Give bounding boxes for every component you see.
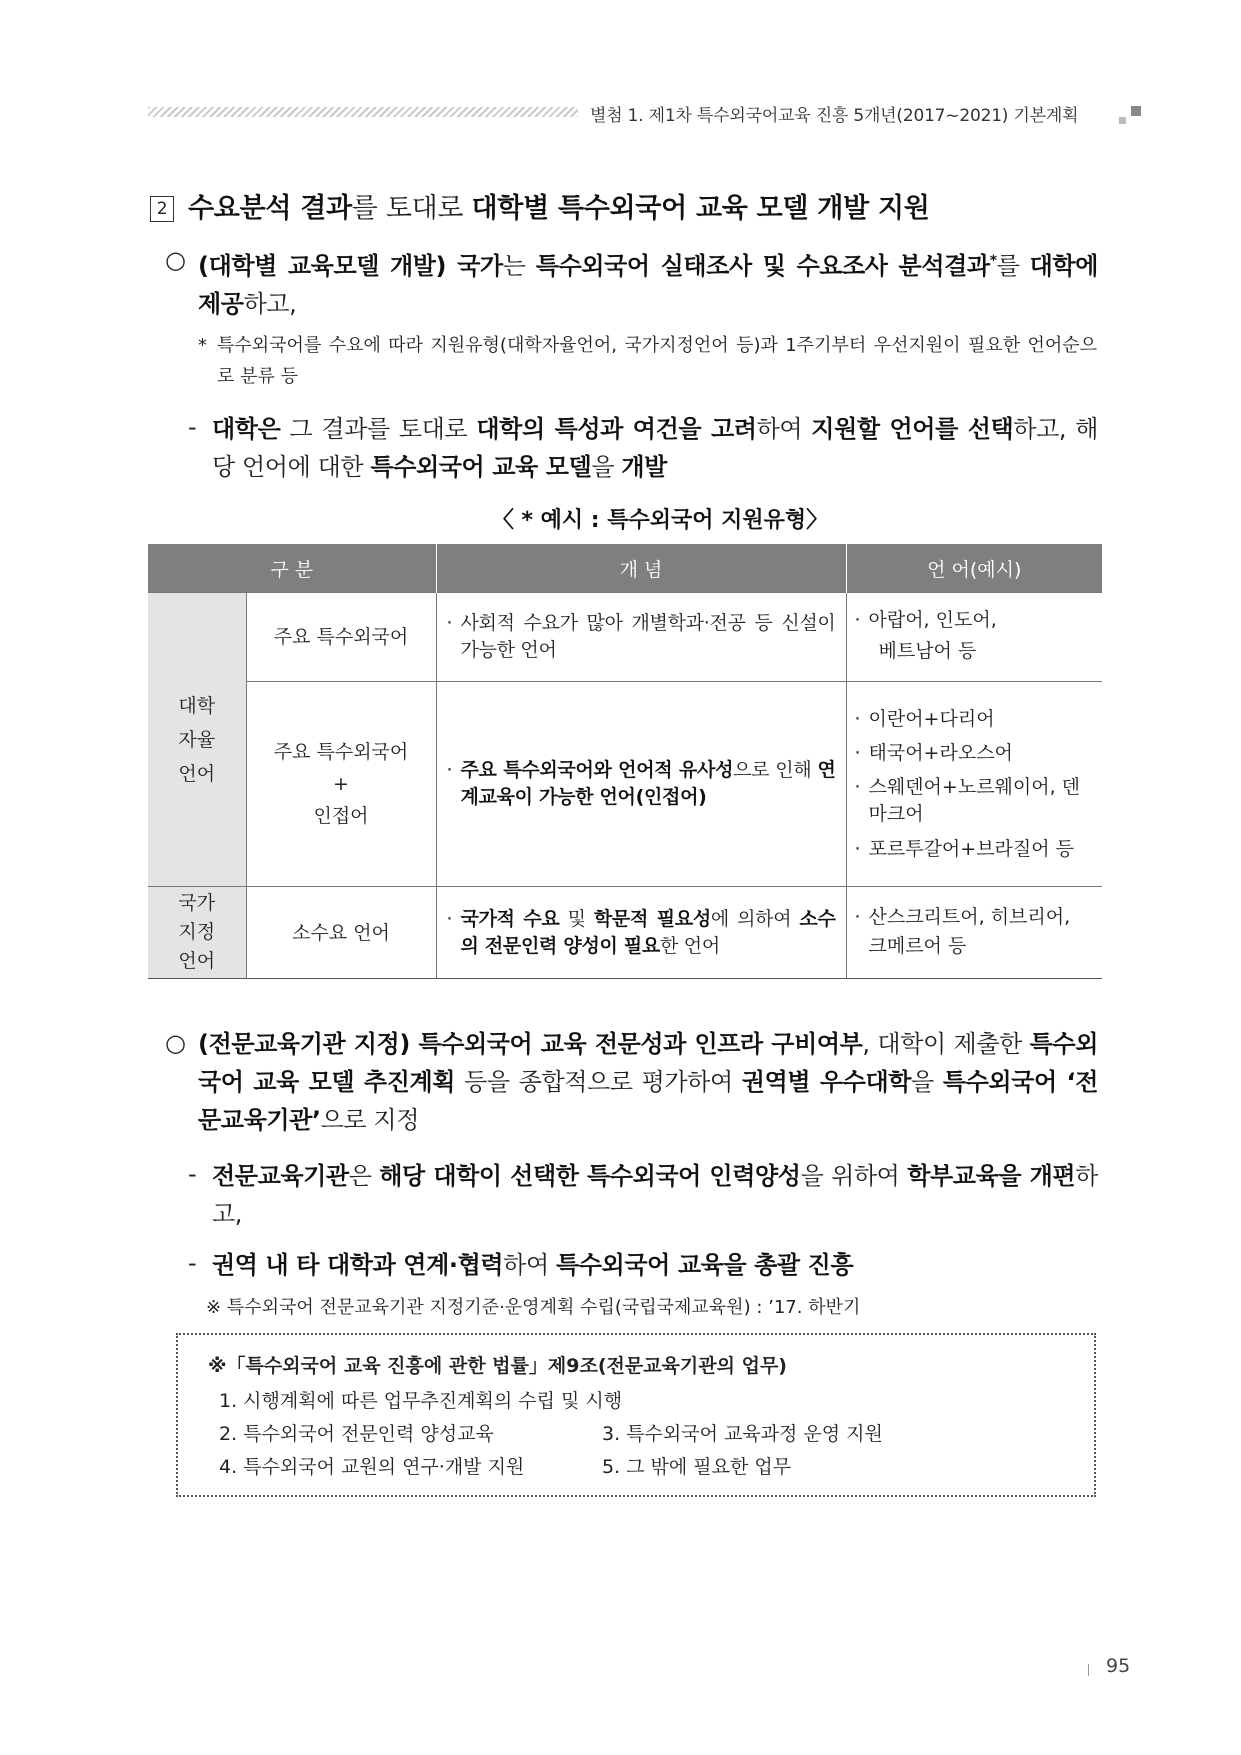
item2-bold-2: 특수외국어 교육 모델 추진계획 — [198, 1030, 1098, 1096]
item2-dash-2: - — [188, 1249, 197, 1277]
header-square-icon — [1131, 106, 1141, 116]
item1-dash: - — [188, 413, 197, 441]
language-cell — [846, 593, 1102, 682]
language-item: · 포르투갈어+브라질어 등 — [855, 832, 1093, 866]
law-box-item: 1. 시행계획에 따른 업무추진계획의 수립 및 시행 — [219, 1390, 623, 1412]
item2-bold-3: 권역별 우수대학 — [741, 1068, 912, 1096]
item2-sub-paragraph-1 — [212, 1157, 1098, 1233]
item2-sub1-bold-1: 전문교육기관 — [212, 1162, 349, 1190]
group-label-university — [148, 593, 246, 887]
page-number-separator — [1088, 1664, 1089, 1676]
item2-sub1-bold-3: 학부교육을 개편 — [907, 1162, 1076, 1190]
item1-sub-bold-4: 특수외국어 교육 모델 — [370, 453, 592, 481]
item1-plain-2: 를 — [996, 252, 1030, 280]
item1-sub-paragraph — [212, 410, 1098, 486]
law-box-item: 4. 특수외국어 교원의 연구·개발 지원 — [219, 1456, 525, 1478]
concept-bold: 국가적 수요 — [460, 907, 560, 930]
item1-paragraph — [198, 242, 1098, 323]
section-title-bold-1: 수요분석 결과 — [188, 193, 352, 224]
table-row — [148, 682, 1102, 887]
item2-sub-paragraph-2 — [212, 1246, 1098, 1284]
group-label-line: 자율 — [178, 728, 216, 751]
item1-sub-bold-1: 대학은 — [212, 415, 281, 443]
concept-bold: 학문적 필요성 — [593, 907, 711, 930]
group-label-line: 대학 — [178, 694, 216, 717]
language-cell — [846, 682, 1102, 887]
subcategory-line: 인접어 — [313, 805, 369, 827]
law-box-item: 5. 그 밖에 필요한 업무 — [602, 1456, 792, 1478]
group-label-line: 언어 — [178, 950, 216, 972]
subcategory-cell: 주요 특수외국어 — [246, 593, 436, 682]
header-small-square-icon — [1119, 117, 1126, 124]
subcategory-cell — [246, 682, 436, 887]
law-box-item: 2. 특수외국어 전문인력 양성교육 — [219, 1423, 494, 1445]
language-item: · 산스크리트어, 히브리어, — [855, 904, 1093, 931]
item1-bold-1: (대학별 교육모델 개발) 국가 — [198, 252, 503, 280]
section-title-bold-2: 대학별 특수외국어 교육 모델 개발 지원 — [471, 193, 930, 224]
language-item: · 태국어+라오스어 — [855, 736, 1093, 770]
concept-cell — [436, 887, 846, 979]
item1-bullet: ○ — [165, 246, 186, 274]
subcategory-line: 주요 특수외국어 — [273, 741, 409, 763]
item2-bold-4: 특수외국어 ‘전문교육기관’ — [198, 1068, 1098, 1134]
concept-bold: 연계교육이 가능한 언어(인접어) — [460, 759, 836, 808]
subcategory-line: + — [333, 773, 349, 795]
item1-sub-bold-3: 지원할 언어를 선택 — [811, 415, 1014, 443]
concept-text — [447, 906, 836, 960]
item1-sub-plain-3: 하고, 해당 언어에 대한 — [212, 415, 1099, 481]
header-decoration-hatch — [148, 107, 578, 117]
language-item: · 이란어+다리어 — [855, 702, 1093, 736]
item2-sub1-bold-2: 해당 대학이 선택한 특수외국어 인력양성 — [379, 1162, 801, 1190]
concept-text — [447, 757, 836, 811]
item2-plain-1: , 대학이 제출한 — [862, 1030, 1030, 1058]
table-header-language: 언 어(예시) — [846, 544, 1102, 593]
language-item-continued: 베트남어 등 — [878, 639, 977, 662]
item1-footnote: 특수외국어를 수요에 따라 지원유형(대학자율언어, 국가지정언어 등)과 1주기부터 우선지원이 필요한 언어순으로 분류 등 — [217, 335, 1097, 387]
concept-bold: 주요 특수외국어와 언어적 유사성 — [460, 759, 734, 781]
section-number-box: 2 — [150, 196, 174, 222]
language-item: · 스웨덴어+노르웨이어, 덴마크어 — [855, 774, 1093, 828]
law-reference-box — [176, 1333, 1096, 1497]
table-header-row — [148, 544, 1102, 593]
language-item: · 아랍어, 인도어, — [855, 607, 1093, 634]
table-row — [148, 887, 1102, 979]
table-header-category: 구 분 — [148, 544, 436, 593]
concept-cell — [436, 593, 846, 682]
section-title-plain-1: 를 토대로 — [351, 193, 472, 224]
item2-paragraph — [198, 1025, 1098, 1139]
item1-sub-bold-5: 개발 — [621, 453, 667, 481]
item2-sub2-bold-2: 특수외국어 교육을 총괄 진흥 — [555, 1251, 854, 1279]
item1-plain-3: 하고, — [243, 290, 297, 318]
group-label-line: 국가 — [178, 892, 216, 914]
group-label-line: 지정 — [178, 921, 216, 943]
item2-bullet: ○ — [165, 1029, 186, 1057]
concept-bold: 소수의 전문인력 양성이 필요 — [460, 907, 836, 957]
item2-plain-4: 으로 지정 — [320, 1106, 420, 1134]
group-label-line: 언어 — [178, 762, 216, 785]
concept-plain: 한 언어 — [660, 934, 720, 957]
item1-bold-3: 대학에 제공 — [198, 252, 1098, 318]
concept-cell — [436, 682, 846, 887]
support-type-table — [148, 544, 1102, 979]
item1-plain-1: 는 — [502, 252, 536, 280]
item2-bold-1: (전문교육기관 지정) 특수외국어 교육 전문성과 인프라 구비여부 — [198, 1030, 863, 1058]
item1-footnote-mark: * — [198, 335, 207, 356]
law-box-title: ※「특수외국어 교육 진흥에 관한 법률」제9조(전문교육기관의 업무) — [208, 1355, 787, 1377]
subcategory-cell: 소수요 언어 — [246, 887, 436, 979]
item2-sub1-plain-3: 하고, — [212, 1162, 1099, 1228]
item2-dash-1: - — [188, 1160, 197, 1188]
table-header-concept: 개 념 — [436, 544, 846, 593]
item1-sub-plain-1: 그 결과를 토대로 — [280, 415, 477, 443]
item1-sub-plain-2: 하여 — [756, 415, 812, 443]
table-caption: 〈 * 예시 : 특수외국어 지원유형〉 — [491, 508, 829, 533]
language-cell — [846, 887, 1102, 979]
header-title: 별첨 1. 제1차 특수외국어교육 진흥 5개년(2017~2021) 기본계획 — [590, 106, 1079, 126]
item1-sub-plain-4: 을 — [591, 453, 622, 481]
item1-sub-bold-2: 대학의 특성과 여건을 고려 — [476, 415, 757, 443]
item2-plain-3: 을 — [911, 1068, 943, 1096]
table-row — [148, 593, 1102, 682]
concept-text: · 사회적 수요가 많아 개별학과·전공 등 신설이 가능한 언어 — [447, 610, 836, 664]
concept-plain: 및 — [559, 907, 594, 930]
item1-footnote-marker: * — [989, 253, 997, 269]
page-number: 95 — [1106, 1655, 1131, 1677]
item2-sub1-plain-1: 은 — [348, 1162, 380, 1190]
law-box-item: 3. 특수외국어 교육과정 운영 지원 — [602, 1423, 883, 1445]
section-title — [150, 186, 930, 225]
item2-plain-2: 등을 종합적으로 평가하여 — [455, 1068, 742, 1096]
concept-plain: 에 의하여 — [710, 907, 800, 930]
group-label-national — [148, 887, 246, 979]
item2-sub2-bold-1: 권역 내 타 대학과 연계·협력 — [212, 1251, 504, 1279]
item2-sub2-plain-1: 하여 — [503, 1251, 556, 1279]
item2-sub1-plain-2: 을 위하여 — [800, 1162, 908, 1190]
concept-plain: 으로 인해 — [733, 759, 818, 781]
language-item-continued: 크메르어 등 — [868, 935, 967, 957]
item1-bold-2: 특수외국어 실태조사 및 수요조사 분석결과 — [535, 252, 990, 280]
item2-reference-note: ※ 특수외국어 전문교육기관 지정기준·운영계획 수립(국립국제교육원) : ’17. 하반기 — [206, 1297, 861, 1318]
